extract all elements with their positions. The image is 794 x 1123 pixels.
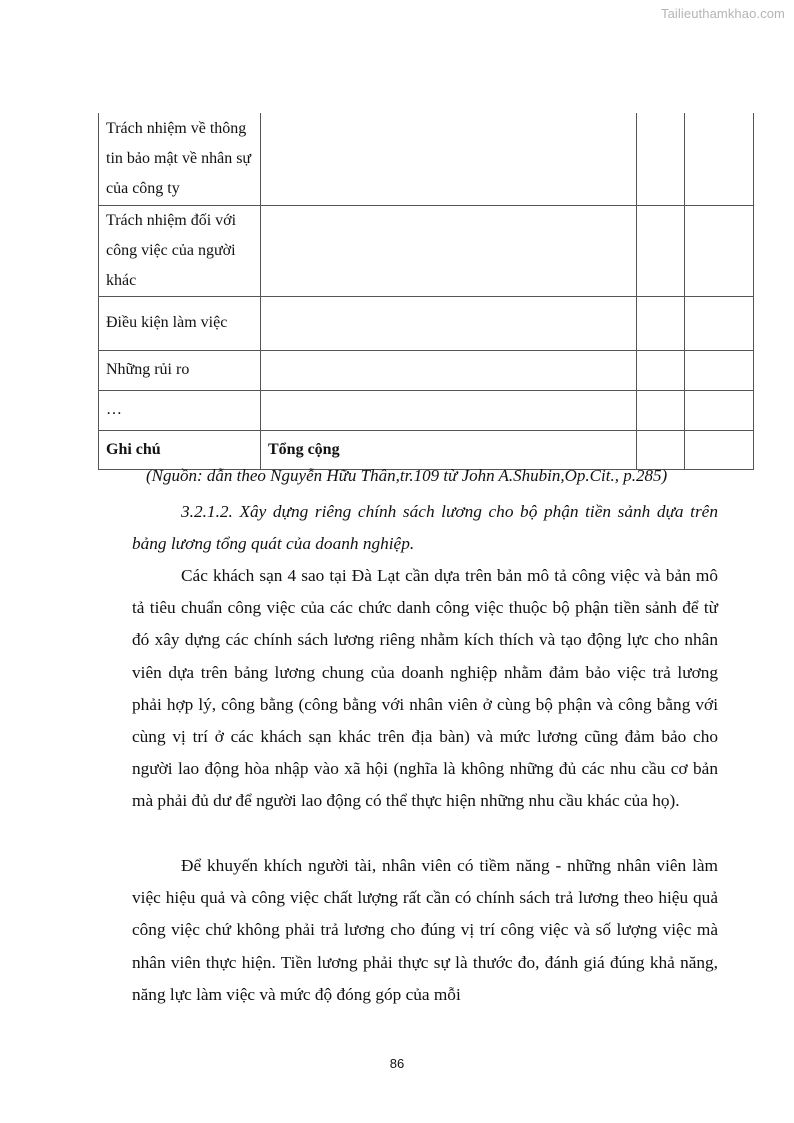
table-cell [261,296,637,350]
table-cell [685,113,754,205]
source-note: (Nguồn: dẫn theo Nguyễn Hữu Thân,tr.109 từ John A.Shubin,Op.Cit., p.285) [146,466,668,485]
evaluation-table [98,113,754,470]
table-cell [261,205,637,296]
table-cell [637,113,685,205]
watermark: Tailieuthamkhao.com [660,6,785,21]
table-cell: Điều kiện làm việc [99,296,261,350]
body-paragraph: Các khách sạn 4 sao tại Đà Lạt cần dựa trên bản mô tả công việc và bản mô tả tiêu chuẩn công việc của các chức danh công việc thuộc bộ phận tiền sảnh để từ đó xây dựng các chính sách lương riêng nhằm kích thích và tạo động lực cho nhân viên dựa trên bảng lương chung của doanh nghiệp nhằm đảm bảo việc trả lương phải hợp lý, công bằng (công bằng với nhân viên ở cùng bộ phận và công bằng với cùng vị trí ở các khách sạn khác trên địa bàn) và mức lương cũng đảm bảo cho người lao động hòa nhập vào xã hội (nghĩa là không những đủ các nhu cầu cơ bản mà phải đủ dư để người lao động có thể thực hiện những nhu cầu khác của họ). [132,566,718,811]
table-row [99,390,754,430]
table-cell: Tổng cộng [261,430,637,469]
table-row [99,430,754,469]
table-row [99,296,754,350]
body-paragraph: Để khuyến khích người tài, nhân viên có tiềm năng - những nhân viên làm việc hiệu quả và công việc chất lượng rất cần có chính sách trả lương theo hiệu quả công việc chứ không phải trả lương cho đúng vị trí công việc và số lượng việc mà nhân viên thực hiện. Tiền lương phải thực sự là thước đo, đánh giá đúng khả năng, năng lực làm việc và mức độ đóng góp của mỗi [132,856,718,1004]
table-cell [637,350,685,390]
table-cell [685,430,754,469]
section-heading: 3.2.1.2. Xây dựng riêng chính sách lương cho bộ phận tiền sảnh dựa trên bảng lương tổng quát của doanh nghiệp. [132,502,718,554]
table-cell: … [99,390,261,430]
table-cell [685,350,754,390]
table-cell: Trách nhiệm về thông tin bảo mật về nhân sự của công ty [99,113,261,205]
table-row [99,205,754,296]
table-cell [685,390,754,430]
table-cell [261,350,637,390]
table-cell [637,296,685,350]
table-cell [637,390,685,430]
table-cell [637,430,685,469]
table-cell [637,205,685,296]
page-number: 86 [389,1056,405,1071]
table-cell [261,113,637,205]
table-cell: Những rủi ro [99,350,261,390]
table-row [99,113,754,205]
table-row [99,350,754,390]
table-cell: Trách nhiệm đối với công việc của người khác [99,205,261,296]
table-cell [685,205,754,296]
table-cell [261,390,637,430]
table-cell: Ghi chú [99,430,261,469]
table-cell [685,296,754,350]
